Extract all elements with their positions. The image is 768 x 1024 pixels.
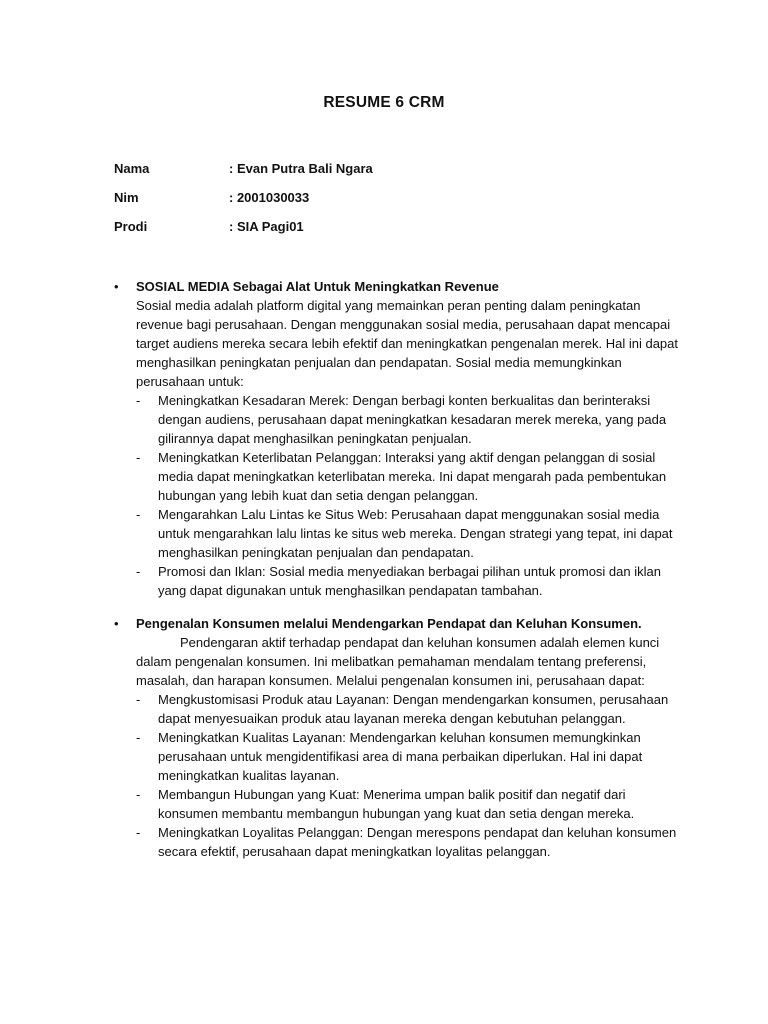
dash-icon: - <box>136 450 141 465</box>
list-item-text: Mengkustomisasi Produk atau Layanan: Dengan mendengarkan konsumen, perusahaan dapat menyesuaikan produk atau layanan mereka dengan kebutuhan pelanggan. <box>158 692 669 726</box>
document-title: RESUME 6 CRM <box>323 94 445 111</box>
bullet-icon: • <box>114 616 119 631</box>
bullet-icon: • <box>114 279 119 294</box>
section-paragraph: Pendengaran aktif terhadap pendapat dan keluhan konsumen adalah elemen kunci dalam pengenalan konsumen. Ini melibatkan pemahaman mendalam tentang preferensi, masalah, dan harapan konsumen. Melalui pengenalan konsumen ini, perusahaan dapat: <box>136 635 660 688</box>
list-item <box>114 391 684 448</box>
dash-icon: - <box>136 825 141 840</box>
info-value: : 2001030033 <box>229 190 310 205</box>
info-value: : Evan Putra Bali Ngara <box>229 161 373 176</box>
list-item <box>114 785 684 823</box>
info-row-nama <box>114 161 373 190</box>
section-social-media <box>114 277 684 600</box>
list-item-text: Meningkatkan Loyalitas Pelanggan: Dengan merespons pendapat dan keluhan konsumen secara efektif, perusahaan dapat meningkatkan loyalitas pelanggan. <box>158 825 677 859</box>
list-item-text: Promosi dan Iklan: Sosial media menyediakan berbagai pilihan untuk promosi dan iklan yang dapat digunakan untuk menghasilkan pendapatan tambahan. <box>158 564 661 598</box>
dash-list <box>114 391 684 600</box>
dash-list <box>114 690 684 861</box>
list-item <box>114 690 684 728</box>
dash-icon: - <box>136 787 141 802</box>
dash-icon: - <box>136 507 141 522</box>
list-item-text: Meningkatkan Keterlibatan Pelanggan: Interaksi yang aktif dengan pelanggan di sosial media dapat meningkatkan keterlibatan mereka. Ini dapat mengarah pada pembentukan hubungan yang lebih kuat dan setia dengan pelanggan. <box>158 450 667 503</box>
section-paragraph: Sosial media adalah platform digital yang memainkan peran penting dalam peningkatan revenue bagi perusahaan. Dengan menggunakan sosial media, perusahaan dapat mencapai target audiens mereka secara lebih efektif dan meningkatkan pengenalan merek. Hal ini dapat menghasilkan peningkatan penjualan dan pendapatan. Sosial media memungkinkan perusahaan untuk: <box>136 298 679 389</box>
list-item <box>114 823 684 861</box>
info-label: Nim <box>114 190 139 205</box>
list-item-text: Mengarahkan Lalu Lintas ke Situs Web: Perusahaan dapat menggunakan sosial media untuk mengarahkan lalu lintas ke situs web mereka. Dengan strategi yang tepat, ini dapat menghasilkan peningkatan penjualan dan pendapatan. <box>158 507 673 560</box>
list-item <box>114 448 684 505</box>
info-label: Nama <box>114 161 150 176</box>
info-label: Prodi <box>114 219 148 234</box>
list-item-text: Meningkatkan Kualitas Layanan: Mendengarkan keluhan konsumen memungkinkan perusahaan untuk mengidentifikasi area di mana perbaikan diperlukan. Hal ini dapat meningkatkan kualitas layanan. <box>158 730 643 783</box>
info-value: : SIA Pagi01 <box>229 219 304 234</box>
info-row-nim <box>114 190 373 219</box>
dash-icon: - <box>136 393 141 408</box>
list-item <box>114 505 684 562</box>
dash-icon: - <box>136 564 141 579</box>
section-heading <box>114 614 684 633</box>
dash-icon: - <box>136 692 141 707</box>
section-pengenalan-konsumen <box>114 614 684 861</box>
section-heading <box>114 277 684 296</box>
list-item <box>114 562 684 600</box>
info-row-prodi <box>114 219 373 248</box>
section-title: SOSIAL MEDIA Sebagai Alat Untuk Meningkatkan Revenue <box>136 279 499 294</box>
list-item-text: Meningkatkan Kesadaran Merek: Dengan berbagi konten berkualitas dan berinteraksi dengan audiens, perusahaan dapat meningkatkan kesadaran merek mereka, yang pada gilirannya dapat menghasilkan peningkatan penjualan. <box>158 393 667 446</box>
section-title: Pengenalan Konsumen melalui Mendengarkan Pendapat dan Keluhan Konsumen. <box>136 616 642 631</box>
list-item-text: Membangun Hubungan yang Kuat: Menerima umpan balik positif dan negatif dari konsumen membantu membangun hubungan yang kuat dan setia dengan mereka. <box>158 787 635 821</box>
list-item <box>114 728 684 785</box>
student-info <box>114 161 373 248</box>
dash-icon: - <box>136 730 141 745</box>
